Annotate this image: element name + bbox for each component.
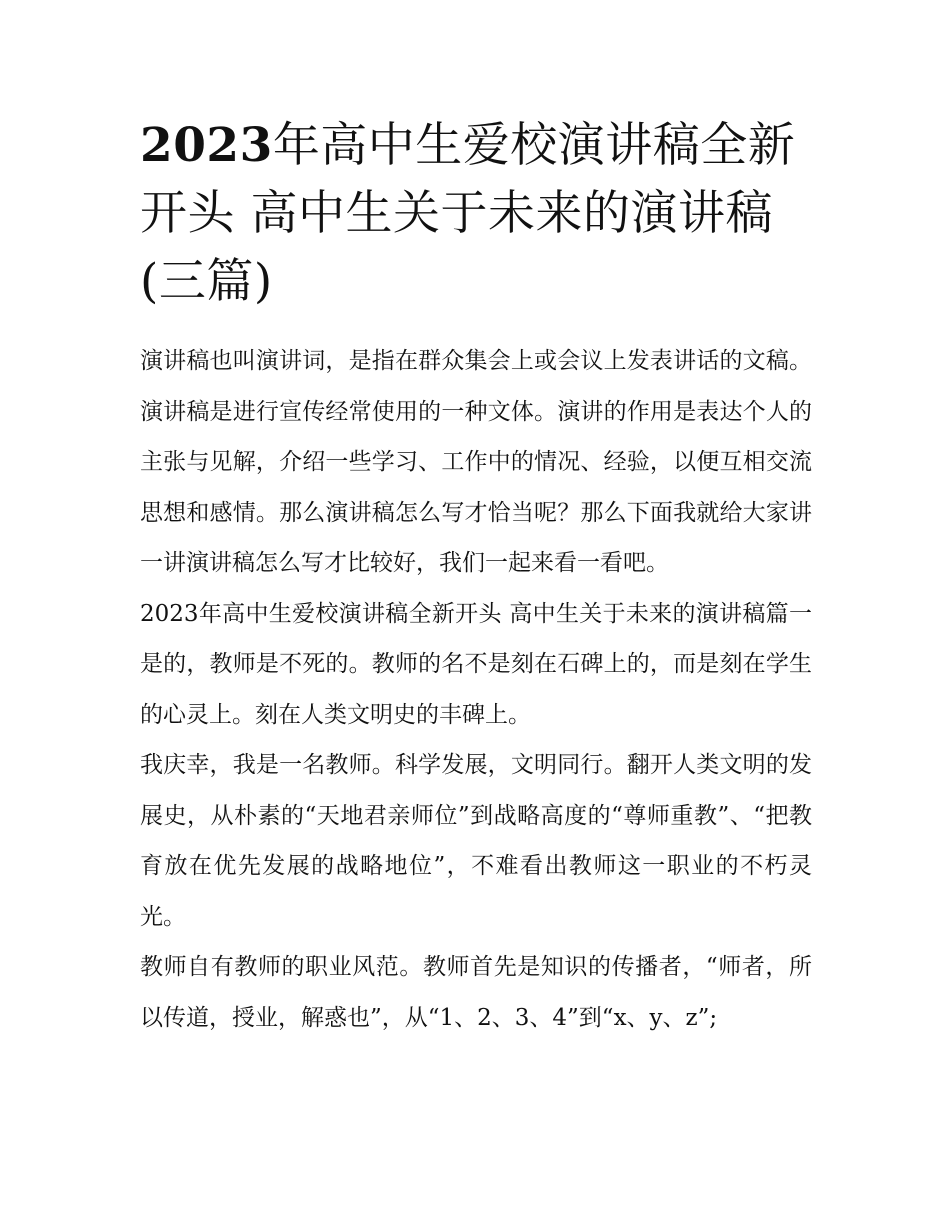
- teacher-history-paragraph: 我庆幸，我是一名教师。科学发展，文明同行。翻开人类文明的发展史，从朴素的“天地君亲师位”到战略高度的“尊师重教”、“把教育放在优先发展的战略地位”，不难看出教师这一职业的不朽灵光。: [140, 752, 812, 930]
- document-title: [140, 112, 812, 316]
- document-page: [140, 112, 812, 1043]
- section-one-paragraph: 2023年高中生爱校演讲稿全新开头 高中生关于未来的演讲稿篇一 是的，教师是不死的。教师的名不是刻在石碑上的，而是刻在学生的心灵上。刻在人类文明史的丰碑上。: [140, 600, 812, 728]
- teacher-role-paragraph: 教师自有教师的职业风范。教师首先是知识的传播者，“师者，所以传道，授业，解惑也”，从“1、2、3、4”到“x、y、z”;: [140, 954, 812, 1031]
- title-text: 年高中生爱校演讲稿全新开头 高中生关于未来的演讲稿(三篇): [140, 118, 796, 309]
- title-year: 2023: [140, 118, 273, 173]
- intro-paragraph: 演讲稿也叫演讲词，是指在群众集会上或会议上发表讲话的文稿。演讲稿是进行宣传经常使用的一种文体。演讲的作用是表达个人的主张与见解，介绍一些学习、工作中的情况、经验，以便互相交流思想和感情。那么演讲稿怎么写才恰当呢？那么下面我就给大家讲一讲演讲稿怎么写才比较好，我们一起来看一看吧。: [140, 348, 812, 576]
